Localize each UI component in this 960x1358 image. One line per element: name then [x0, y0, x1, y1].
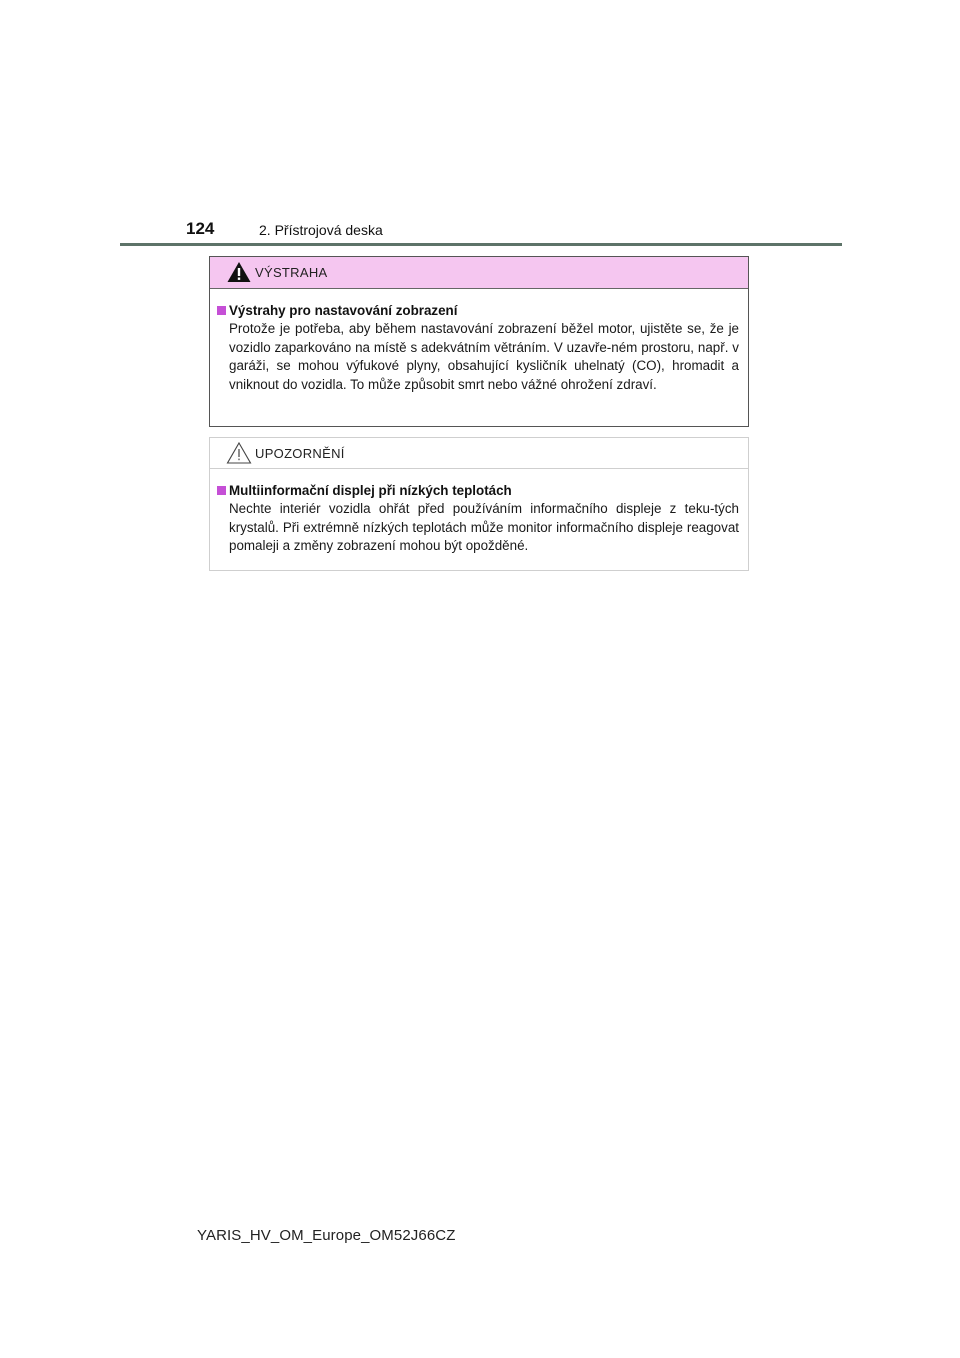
warning-item-text: Protože je potřeba, aby během nastavování zobrazení běžel motor, ujistěte se, že je vozidlo zaparkováno na místě s adekvátním větráním. V uzavře-ném prostoru, např. v garáži, se mohou výfukové plyny, obsahující kysličník uhelnatý (CO), hromadit a vniknout do vozidla. To může způsobit smrt nebo vážné ohrožení zdraví.	[229, 321, 739, 392]
caution-item-title	[217, 481, 739, 500]
warning-item	[210, 289, 748, 394]
warning-item-title	[217, 301, 739, 320]
caution-header	[210, 438, 748, 469]
header-divider	[120, 243, 842, 246]
warning-header	[210, 257, 748, 289]
caution-item-title-text: Multiinformační displej při nízkých teplotách	[229, 483, 512, 498]
warning-filled-triangle-icon	[226, 260, 252, 284]
page-header	[120, 214, 842, 246]
warning-item-title-text: Výstrahy pro nastavování zobrazení	[229, 303, 458, 318]
caution-box	[209, 437, 749, 571]
warning-label: VÝSTRAHA	[255, 265, 328, 280]
caution-outline-triangle-icon	[226, 441, 252, 465]
caution-item	[210, 469, 748, 556]
section-title: 2. Přístrojová deska	[259, 222, 383, 238]
caution-item-text: Nechte interiér vozidla ohřát před používáním informačního displeje z teku-tých krystalů. Při extrémně nízkých teplotách může monitor informačního displeje reagovat pomaleji a změny zobrazení mohou být opožděné.	[229, 501, 739, 554]
caution-label: UPOZORNĚNÍ	[255, 446, 345, 461]
page-number: 124	[186, 219, 215, 238]
bullet-square-icon	[217, 486, 226, 495]
bullet-square-icon	[217, 306, 226, 315]
document-code: YARIS_HV_OM_Europe_OM52J66CZ	[197, 1227, 456, 1244]
warning-box	[209, 256, 749, 427]
